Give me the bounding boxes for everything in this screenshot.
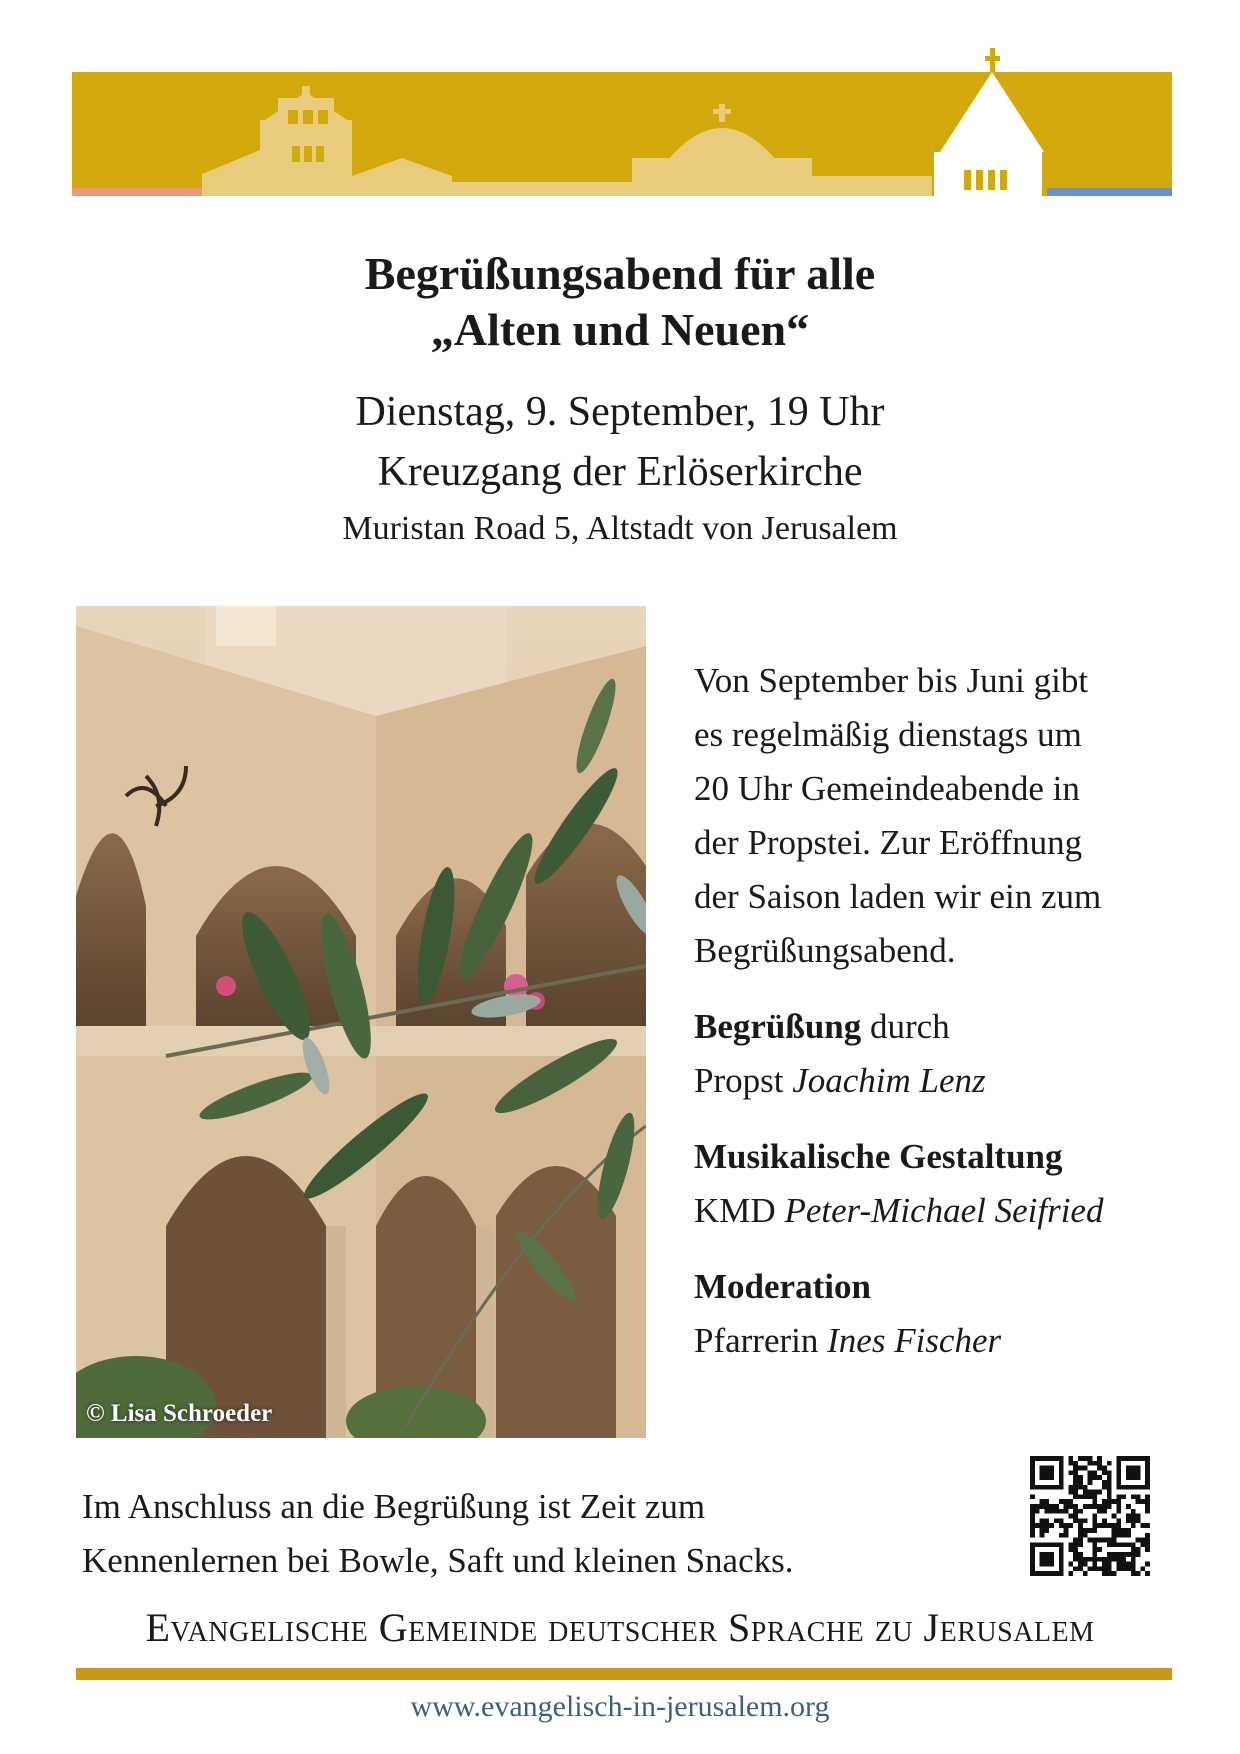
- intro-paragraph: [694, 654, 1174, 978]
- closing-line-1: Im Anschluss an die Begrüßung ist Zeit zum: [82, 1487, 706, 1526]
- cloister-illustration: [76, 606, 646, 1438]
- cloister-photo: [76, 606, 646, 1438]
- program-item-heading: [694, 1260, 1174, 1314]
- skyline-illustration: [72, 48, 1172, 208]
- intro-line: Von September bis Juni gibt: [694, 661, 1089, 700]
- program-item-title: Begrüßung: [694, 1007, 862, 1046]
- program-item-person: [694, 1054, 1174, 1108]
- program-item-title: Moderation: [694, 1267, 871, 1306]
- skyline-banner: [72, 48, 1172, 208]
- event-description: [694, 654, 1174, 1368]
- program-item-title-suffix: durch: [861, 1007, 950, 1046]
- intro-line: Begrüßungsabend.: [694, 931, 956, 970]
- event-title-line-2: „Alten und Neuen“: [430, 304, 810, 355]
- intro-line: es regelmäßig dienstags um: [694, 715, 1082, 754]
- person-name: Ines Fischer: [827, 1321, 1002, 1360]
- event-date: Dienstag, 9. September, 19 Uhr: [355, 389, 885, 435]
- website-link[interactable]: www.evangelisch-in-jerusalem.org: [410, 1690, 830, 1723]
- intro-line: der Saison laden wir ein zum: [694, 877, 1102, 916]
- program-item-music: [694, 1130, 1174, 1238]
- program-item-greeting: [694, 1000, 1174, 1108]
- person-role: KMD: [694, 1191, 785, 1230]
- program-item-heading: [694, 1130, 1174, 1184]
- event-title-line-1: Begrüßungsabend für alle: [364, 248, 876, 299]
- organization-name: Evangelische Gemeinde deutscher Sprache zu Jerusalem: [145, 1605, 1095, 1650]
- person-role: Pfarrerin: [694, 1321, 828, 1360]
- event-venue: Kreuzgang der Erlöserkirche: [377, 449, 863, 495]
- program-item-title: Musikalische Gestaltung: [694, 1137, 1063, 1176]
- footer-divider: [76, 1668, 1172, 1680]
- person-name: Peter-Michael Seifried: [784, 1191, 1104, 1230]
- program-item-moderation: [694, 1260, 1174, 1368]
- intro-line: der Propstei. Zur Eröffnung: [694, 823, 1083, 862]
- person-name: Joachim Lenz: [792, 1061, 986, 1100]
- qr-code-graphic: [1030, 1456, 1150, 1576]
- program-item-person: [694, 1314, 1174, 1368]
- program-item-heading: [694, 1000, 1174, 1054]
- closing-line-2: Kennenlernen bei Bowle, Saft und kleinen Snacks.: [82, 1541, 794, 1580]
- closing-text: [82, 1480, 962, 1588]
- intro-line: 20 Uhr Gemeindeabende in: [694, 769, 1080, 808]
- program-item-person: [694, 1184, 1174, 1238]
- photo-credit: © Lisa Schroeder: [86, 1400, 273, 1427]
- event-address: Muristan Road 5, Altstadt von Jerusalem: [342, 510, 898, 547]
- qr-code-icon[interactable]: [1030, 1456, 1150, 1576]
- person-role: Propst: [694, 1061, 793, 1100]
